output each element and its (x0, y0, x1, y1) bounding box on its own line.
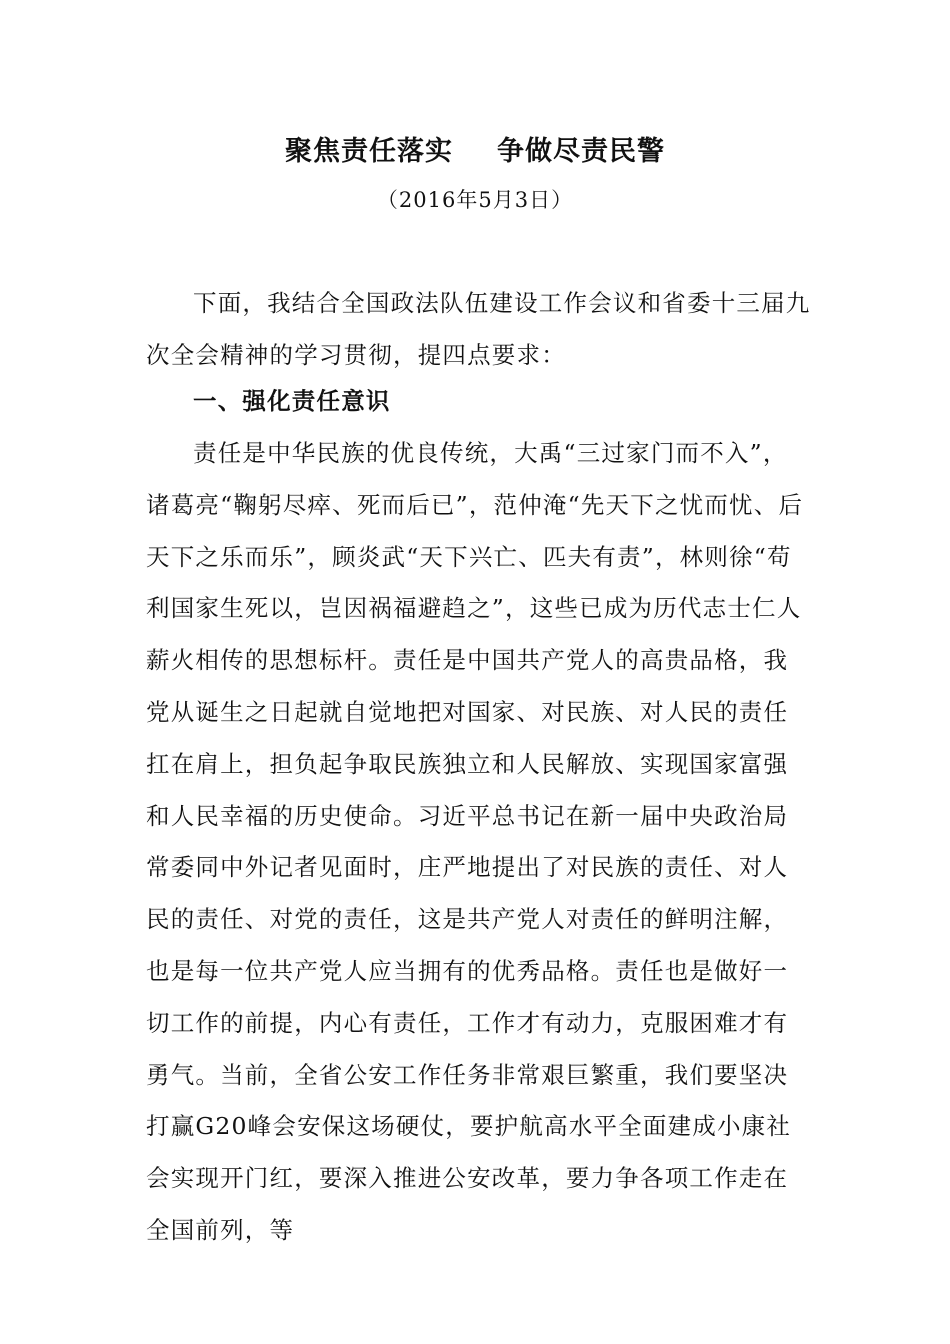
title-part-1: 聚焦责任落实 (285, 136, 453, 167)
document-title (0, 130, 950, 174)
document-date: （2016年5月3日） (376, 188, 574, 212)
section-1-paragraph: 责任是中华民族的优良传统，大禹“三过家门而不入”，诸葛亮“鞠躬尽瘁、死而后已”，范仲淹“先天下之忧而忧、后天下之乐而乐”，顾炎武“天下兴亡、匹夫有责”，林则徐“苟利国家生死以，岂因祸福避趋之”，这些已成为历代志士仁人薪火相传的思想标杆。责任是中国共产党人的高贵品格，我党从诞生之日起就自觉地把对国家、对民族、对人民的责任扛在肩上，担负起争取民族独立和人民解放、实现国家富强和人民幸福的历史使命。习近平总书记在新一届中央政治局常委同中外记者见面时，庄严地提出了对民族的责任、对人民的责任、对党的责任，这是共产党人对责任的鲜明注解，也是每一位共产党人应当拥有的优秀品格。责任也是做好一切工作的前提，内心有责任，工作才有动力，克服困难才有勇气。当前，全省公安工作任务非常艰巨繁重，我们要坚决打赢G20峰会安保这场硬仗，要护航高水平全面建成小康社会实现开门红，要深入推进公安改革，要力争各项工作走在全国前列，等 (146, 439, 804, 1244)
title-part-2: 争做尽责民警 (497, 136, 665, 167)
intro-paragraph: 下面，我结合全国政法队伍建设工作会议和省委十三届九次全会精神的学习贯彻，提四点要求： (146, 289, 811, 369)
section-heading-1: 一、强化责任意识 (193, 387, 391, 415)
